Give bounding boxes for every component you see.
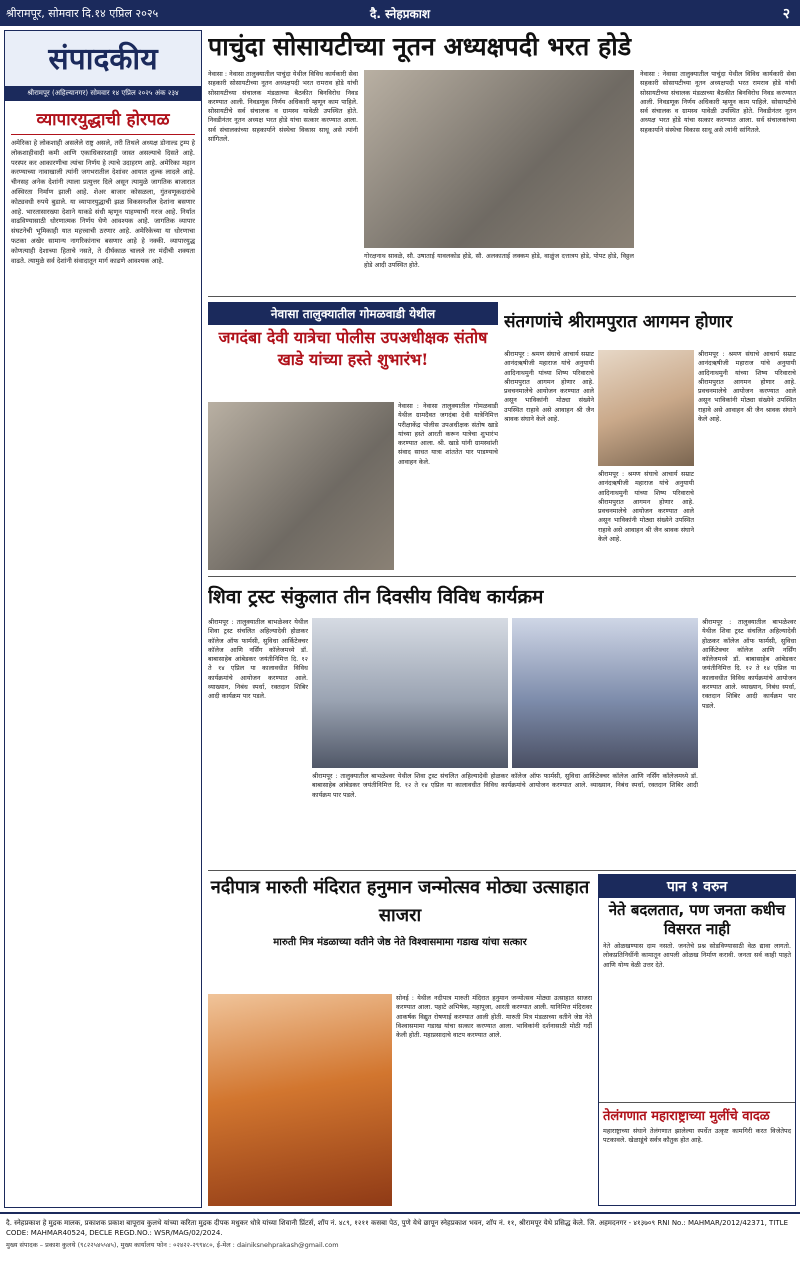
trust-body-right: श्रीरामपूर : तालुक्यातील बाभळेश्वर येथील शिवा ट्रस्ट संचलित अहिल्यादेवी होळकर कॉलेज ऑफ फार्मसी, सुविधा आर्किटेक्चर कॉलेज आणि नर्सिंग कॉलेजमध्ये डॉ. बाबासाहेब आंबेडकर जयंतीनिमित्त दि. १२ ते १४ एप्रिल या कालावधीत विविध कार्यक्रमांचे आयोजन करण्यात आले. व्याख्यान, निबंध स्पर्धा, रक्तदान शिबिर आदी कार्यक्रम पार पडले. bbox=[702, 618, 796, 710]
guru-body-bottom: श्रीरामपूर : श्रमण संघाचे आचार्य सम्राट आनंदऋषीजी महाराज यांचे अनुयायी आदिनाथमुनी यांच्या शिष्य परिवाराचे श्रीरामपुरात आगमन होणार आहे. प्रवचनमालेचे आयोजन करण्यात आले असून भाविकांनी मोठ्या संख्येने उपस्थित राहावे असे आवाहन श्री जैन श्रावक संघाने केले आहे. bbox=[598, 470, 694, 544]
masthead-meta: श्रीरामपूर (अहिल्यानगर) सोमवार १४ एप्रिल २०२५ अंक २३४ bbox=[5, 86, 201, 101]
trust-headline: शिवा ट्रस्ट संकुलात तीन दिवसीय विविध कार्यक्रम bbox=[208, 586, 544, 608]
temple-headline-box bbox=[208, 874, 592, 990]
lead-photo bbox=[364, 70, 634, 248]
guru-body-right: श्रीरामपूर : श्रमण संघाचे आचार्य सम्राट आनंदऋषीजी महाराज यांचे अनुयायी आदिनाथमुनी यांच्या शिष्य परिवाराचे श्रीरामपुरात आगमन होणार आहे. प्रवचनमालेचे आयोजन करण्यात आले असून भाविकांनी मोठ्या संख्येने उपस्थित राहावे असे आवाहन श्री जैन श्रावक संघाने केले आहे. bbox=[698, 350, 796, 424]
masthead-title: संपादकीय bbox=[48, 42, 158, 77]
police-headline: जगदंबा देवी यात्रेचा पोलीस उपअधीक्षक संतोष खाडे यांच्या हस्ते शुभारंभ! bbox=[218, 328, 488, 369]
divider bbox=[208, 576, 796, 577]
editorial-masthead bbox=[5, 31, 201, 101]
divider bbox=[208, 296, 796, 297]
lead-body-right: नेवासा : नेवासा तालुक्यातील पाचुंदा येथील विविध कार्यकारी सेवा सहकारी सोसायटीच्या नूतन अध्यक्षपदी भरत रामराव होडे यांची सोसायटीच्या संचालक मंडळाच्या बैठकीत बिनविरोध निवड करण्यात आली. निवडणूक निर्णय अधिकारी म्हणून काम पाहिले. सोसायटीचे सर्व संचालक व ग्रामस्थ यावेळी उपस्थित होते. निवडीनंतर नूतन अध्यक्ष भरत होडे यांचा सत्कार करण्यात आला. सर्व संचालकांच्या सहकार्याने संस्थेचा विकास साधू असे त्यांनी सांगितले. bbox=[640, 70, 796, 134]
guru-photo bbox=[598, 350, 694, 466]
page-number: २ bbox=[782, 5, 790, 22]
side-headline: नेते बदलतात, पण जनता कधीच विसरत नाही bbox=[608, 901, 786, 938]
top-bar bbox=[0, 0, 800, 26]
guru-body: श्रीरामपूर : श्रमण संघाचे आचार्य सम्राट आनंदऋषीजी महाराज यांचे अनुयायी आदिनाथमुनी यांच्या शिष्य परिवाराचे श्रीरामपुरात आगमन होणार आहे. प्रवचनमालेचे आयोजन करण्यात आले असून भाविकांनी मोठ्या संख्येने उपस्थित राहावे असे आवाहन श्री जैन श्रावक संघाने केले आहे. bbox=[504, 350, 594, 424]
temple-photo bbox=[208, 994, 392, 1206]
side-box bbox=[598, 874, 796, 1206]
police-photo bbox=[208, 402, 394, 570]
side-body-2: महाराष्ट्राच्या संघाने तेलंगणात झालेल्या स्पर्धेत उत्कृष्ट कामगिरी करत विजेतेपद पटकावले. खेळाडूंचे सर्वत्र कौतुक होत आहे. bbox=[603, 1127, 791, 1145]
imprint-footer bbox=[0, 1212, 800, 1274]
contact-line: मुख्य संपादक – प्रकाश कुलथे (९८२२५४५५४५), मुख्य कार्यालय फोन : ०२४२२-२९९४८०, ई-मेल : dainiksnehprakash@gmail.com bbox=[6, 1241, 339, 1249]
editorial-column bbox=[4, 30, 202, 1208]
trust-headline-box bbox=[208, 580, 796, 614]
temple-headline: नदीपात्र मारुती मंदिरात हनुमान जन्मोत्सव मोठ्या उत्साहात साजरा bbox=[210, 877, 590, 926]
lead-body: नेवासा : नेवासा तालुक्यातील पाचुंदा येथील विविध कार्यकारी सेवा सहकारी सोसायटीच्या नूतन अध्यक्षपदी भरत रामराव होडे यांची सोसायटीच्या संचालक मंडळाच्या बैठकीत बिनविरोध निवड करण्यात आली. निवडणूक निर्णय अधिकारी म्हणून काम पाहिले. सोसायटीचे सर्व संचालक व ग्रामस्थ यावेळी उपस्थित होते. निवडीनंतर नूतन अध्यक्ष भरत होडे यांचा सत्कार करण्यात आला. सर्व संचालकांच्या सहकार्याने संस्थेचा विकास साधू असे त्यांनी सांगितले. bbox=[208, 70, 358, 144]
trust-body-bottom: श्रीरामपूर : तालुक्यातील बाभळेश्वर येथील शिवा ट्रस्ट संचलित अहिल्यादेवी होळकर कॉलेज ऑफ फार्मसी, सुविधा आर्किटेक्चर कॉलेज आणि नर्सिंग कॉलेजमध्ये डॉ. बाबासाहेब आंबेडकर जयंतीनिमित्त दि. १२ ते १४ एप्रिल या कालावधीत विविध कार्यक्रमांचे आयोजन करण्यात आले. व्याख्यान, निबंध स्पर्धा, रक्तदान शिबिर आदी कार्यक्रम पार पडले. bbox=[312, 772, 698, 799]
temple-body: सोनई : येथील नदीपात्र मारुती मंदिरात हनुमान जन्मोत्सव मोठ्या उत्साहात साजरा करण्यात आला. पहाटे अभिषेक, महापूजा, आरती करण्यात आली. यानिमित्त मंदिरावर आकर्षक विद्युत रोषणाई करण्यात आली होती. मारुती मित्र मंडळाच्या वतीने जेष्ठ नेते विश्वासमामा गडाख यांचा सत्कार करण्यात आला. भाविकांनी दर्शनासाठी मोठी गर्दी केली होती. महाप्रसादाचे वाटप करण्यात आले. bbox=[396, 994, 592, 1040]
lead-caption: गोरक्षनाथ सावळे, सौ. उषाताई यावलकोड होडे, सौ. अलकाताई लक्कम होडे, वाळुंज दत्तात्रय होडे, पोपट होडे, विठ्ठल होडे आदी उपस्थित होते. bbox=[364, 252, 634, 270]
trust-photo-1 bbox=[312, 618, 508, 768]
side-headline-2: तेलंगणात महाराष्ट्राच्या मुलींचे वादळ bbox=[599, 1102, 795, 1127]
editorial-title: व्यापारयुद्धाची होरपळ bbox=[11, 101, 195, 135]
lead-headline-box bbox=[208, 30, 796, 66]
guru-headline-box bbox=[504, 302, 796, 346]
editorial-body: अमेरिका हे लोकशाही असलेले राष्ट्र असले, तरी तिथले अध्यक्ष डोनाल्ड ट्रम्प हे लोकशाहीवादी कमी आणि एकाधिकारशाही जास्त असल्याचे दिसते आहे. परस्पर कर आकारणीचा त्यांचा निर्णय हे त्याचे उदाहरण आहे. अमेरिका महान करण्याच्या नावाखाली त्यांनी जगभरातील देशांवर आयात शुल्क लादले आहे. चीनसह अनेक देशांनी त्याला प्रत्युत्तर दिले असून त्यामुळे जागतिक बाजारात अस्थिरता निर्माण झाली आहे. शेअर बाजार कोसळला, गुंतवणूकदारांचे कोट्यवधी रुपये बुडाले. या व्यापारयुद्धाची झळ विकसनशील देशांना बसणार आहे. भारतासारख्या देशाने याकडे संधी म्हणून पाहण्याची गरज आहे. निर्यात वाढविण्यासाठी धोरणात्मक निर्णय घेणे आवश्यक आहे. जागतिक व्यापार संघटनेची भूमिकाही यात महत्त्वाची ठरणार आहे. अमेरिकेच्या या धोरणाचा फटका अखेर सामान्य नागरिकांनाच बसणार आहे हे नक्की. व्यापारयुद्ध कोणत्याही देशाच्या हिताचे नसते, ते दीर्घकाळ चालले तर मंदीची शक्यता वाढते. त्यामुळे सर्व देशांनी संवादातून मार्ग काढणे आवश्यक आहे. bbox=[11, 139, 195, 265]
temple-subheadline: मारुती मित्र मंडळाच्या वतीने जेष्ठ नेते विश्वासमामा गडाख यांचा सत्कार bbox=[273, 937, 527, 948]
police-body: नेवासा : नेवासा तालुक्यातील गोमळवाडी येथील ग्रामदैवत जगदंबा देवी यात्रेनिमित्त परीक्षाकेंद्र पोलीस उपअधीक्षक संतोष खाडे यांच्या हस्ते आरती करून यात्रेचा शुभारंभ करण्यात आला. श्री. खाडे यांनी ग्रामस्थांशी संवाद साधत यात्रा शांततेत पार पाडण्याचे आवाहन केले. bbox=[398, 402, 498, 466]
imprint-line: दै. स्नेहप्रकाश हे मुद्रक मालक, प्रकाशक प्रकाश बापूराव कुलथे यांच्या करिता मुद्रक दीपक मधुकर धोत्रे यांच्या शिवानी प्रिंटर्स, शॉप नं. ४८९, १२११ कसबा पेठ, पुणे येथे छापून स्नेहप्रकाश भवन, शॉप नं. ११, श्रीरामपूर येथे प्रसिद्ध केले. जि. अहमदनगर - ४१३७०९ RNI No.: MAHMAR/2012/42371, TITLE CODE: MAHMAR40524, DECLE REGD.NO.: WSR/MAG/02/2024. bbox=[6, 1219, 788, 1237]
lead-headline: पाचुंदा सोसायटीच्या नूतन अध्यक्षपदी भरत होडे bbox=[208, 32, 632, 61]
issue-date: श्रीरामपूर, सोमवार दि.१४ एप्रिल २०२५ bbox=[6, 6, 159, 20]
side-body: नेते ओळखण्यास दाम नसतो. जनतेचे प्रश्न सोडविण्यासाठी वेळ द्यावा लागतो. लोकप्रतिनिधींनी कामातून आपली ओळख निर्माण करावी. जनता सर्व काही पाहते आणि योग्य वेळी उत्तर देते. bbox=[603, 942, 791, 969]
continued-ribbon: पान १ वरुन bbox=[599, 875, 795, 898]
trust-photo-2 bbox=[512, 618, 698, 768]
guru-headline: संतगणांचे श्रीरामपुरात आगमन होणार bbox=[504, 312, 733, 332]
police-kicker: नेवासा तालुक्यातील गोमळवाडी येथील bbox=[208, 302, 498, 325]
paper-name: दै. स्नेहप्रकाश bbox=[369, 6, 431, 21]
trust-body: श्रीरामपूर : तालुक्यातील बाभळेश्वर येथील शिवा ट्रस्ट संचलित अहिल्यादेवी होळकर कॉलेज ऑफ फार्मसी, सुविधा आर्किटेक्चर कॉलेज आणि नर्सिंग कॉलेजमध्ये डॉ. बाबासाहेब आंबेडकर जयंतीनिमित्त दि. १२ ते १४ एप्रिल या कालावधीत विविध कार्यक्रमांचे आयोजन करण्यात आले. व्याख्यान, निबंध स्पर्धा, रक्तदान शिबिर आदी कार्यक्रम पार पडले. bbox=[208, 618, 308, 701]
divider bbox=[208, 870, 796, 871]
police-headline-box bbox=[208, 302, 498, 398]
